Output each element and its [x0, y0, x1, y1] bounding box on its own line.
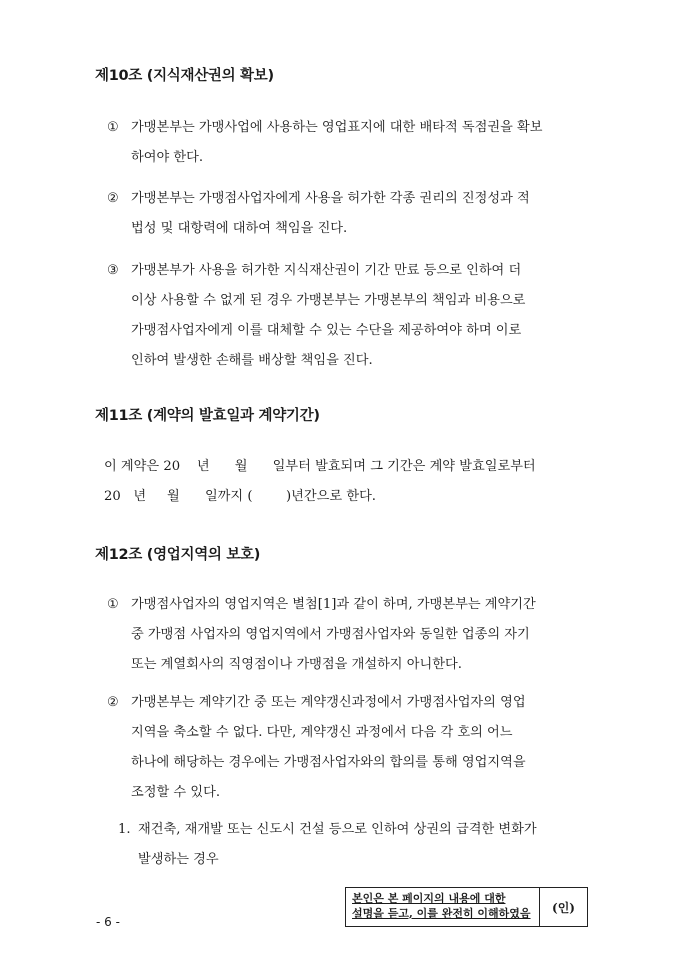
confirmation-line-2: 설명을 듣고, 이를 완전히 이해하였음 — [352, 907, 531, 920]
confirmation-box — [345, 887, 588, 927]
item-text: 중 가맹점 사업자의 영업지역에서 가맹점사업자와 동일한 업종의 자기 — [131, 627, 530, 642]
item-text: 인하여 발생한 손해를 배상할 책임을 진다. — [131, 353, 373, 368]
item-text: 가맹본부는 계약기간 중 또는 계약갱신과정에서 가맹점사업자의 영업 — [131, 695, 526, 710]
subitem-text: 재건축, 재개발 또는 신도시 건설 등으로 인하여 상권의 급격한 변화가 — [138, 822, 537, 837]
body-line: 20 년 월 일까지 ( )년간으로 한다. — [104, 489, 376, 504]
article-11-heading: 제11조 (계약의 발효일과 계약기간) — [95, 408, 320, 424]
article-12-item-2 — [107, 688, 587, 808]
item-text: 가맹본부가 사용을 허가한 지식재산권이 기간 만료 등으로 인하여 더 — [131, 263, 522, 278]
item-number: ② — [107, 191, 119, 206]
item-number: ② — [107, 695, 119, 710]
item-text: 가맹점사업자의 영업지역은 별첨[1]과 같이 하며, 가맹본부는 계약기간 — [131, 597, 536, 612]
confirmation-line-1: 본인은 본 페이지의 내용에 대한 — [352, 892, 506, 905]
article-12-subitem-1 — [118, 815, 588, 875]
article-12-heading: 제12조 (영업지역의 보호) — [95, 547, 261, 563]
item-text: 이상 사용할 수 없게 된 경우 가맹본부는 가맹본부의 책임과 비용으로 — [131, 293, 526, 308]
article-10-item-3 — [107, 256, 587, 376]
subitem-text: 발생하는 경우 — [138, 852, 219, 867]
article-11-body — [104, 452, 594, 512]
article-10-item-1 — [107, 113, 587, 173]
item-text: 지역을 축소할 수 없다. 다만, 계약갱신 과정에서 다음 각 호의 어느 — [131, 725, 513, 740]
body-line: 이 계약은 20 년 월 일부터 발효되며 그 기간은 계약 발효일로부터 — [104, 459, 536, 474]
item-text: 가맹본부는 가맹사업에 사용하는 영업표지에 대한 배타적 독점권을 확보 — [131, 120, 543, 135]
item-number: ③ — [107, 263, 119, 278]
subitem-number: 1. — [118, 822, 131, 837]
item-number: ① — [107, 120, 119, 135]
item-text: 하나에 해당하는 경우에는 가맹점사업자와의 합의를 통해 영업지역을 — [131, 755, 526, 770]
seal-mark: (인) — [552, 900, 575, 915]
item-text: 하여야 한다. — [131, 150, 204, 165]
item-text: 가맹본부는 가맹점사업자에게 사용을 허가한 각종 권리의 진정성과 적 — [131, 191, 530, 206]
item-text: 또는 계열회사의 직영점이나 가맹점을 개설하지 아니한다. — [131, 657, 462, 672]
confirmation-text — [346, 888, 540, 926]
article-12-item-1 — [107, 590, 587, 680]
item-number: ① — [107, 597, 119, 612]
article-10-heading: 제10조 (지식재산권의 확보) — [95, 68, 274, 84]
item-text: 가맹점사업자에게 이를 대체할 수 있는 수단을 제공하여야 하며 이로 — [131, 323, 522, 338]
item-text: 법성 및 대항력에 대하여 책임을 진다. — [131, 221, 348, 236]
item-text: 조정할 수 있다. — [131, 785, 221, 800]
article-10-item-2 — [107, 184, 587, 244]
page-number: - 6 - — [96, 915, 120, 929]
